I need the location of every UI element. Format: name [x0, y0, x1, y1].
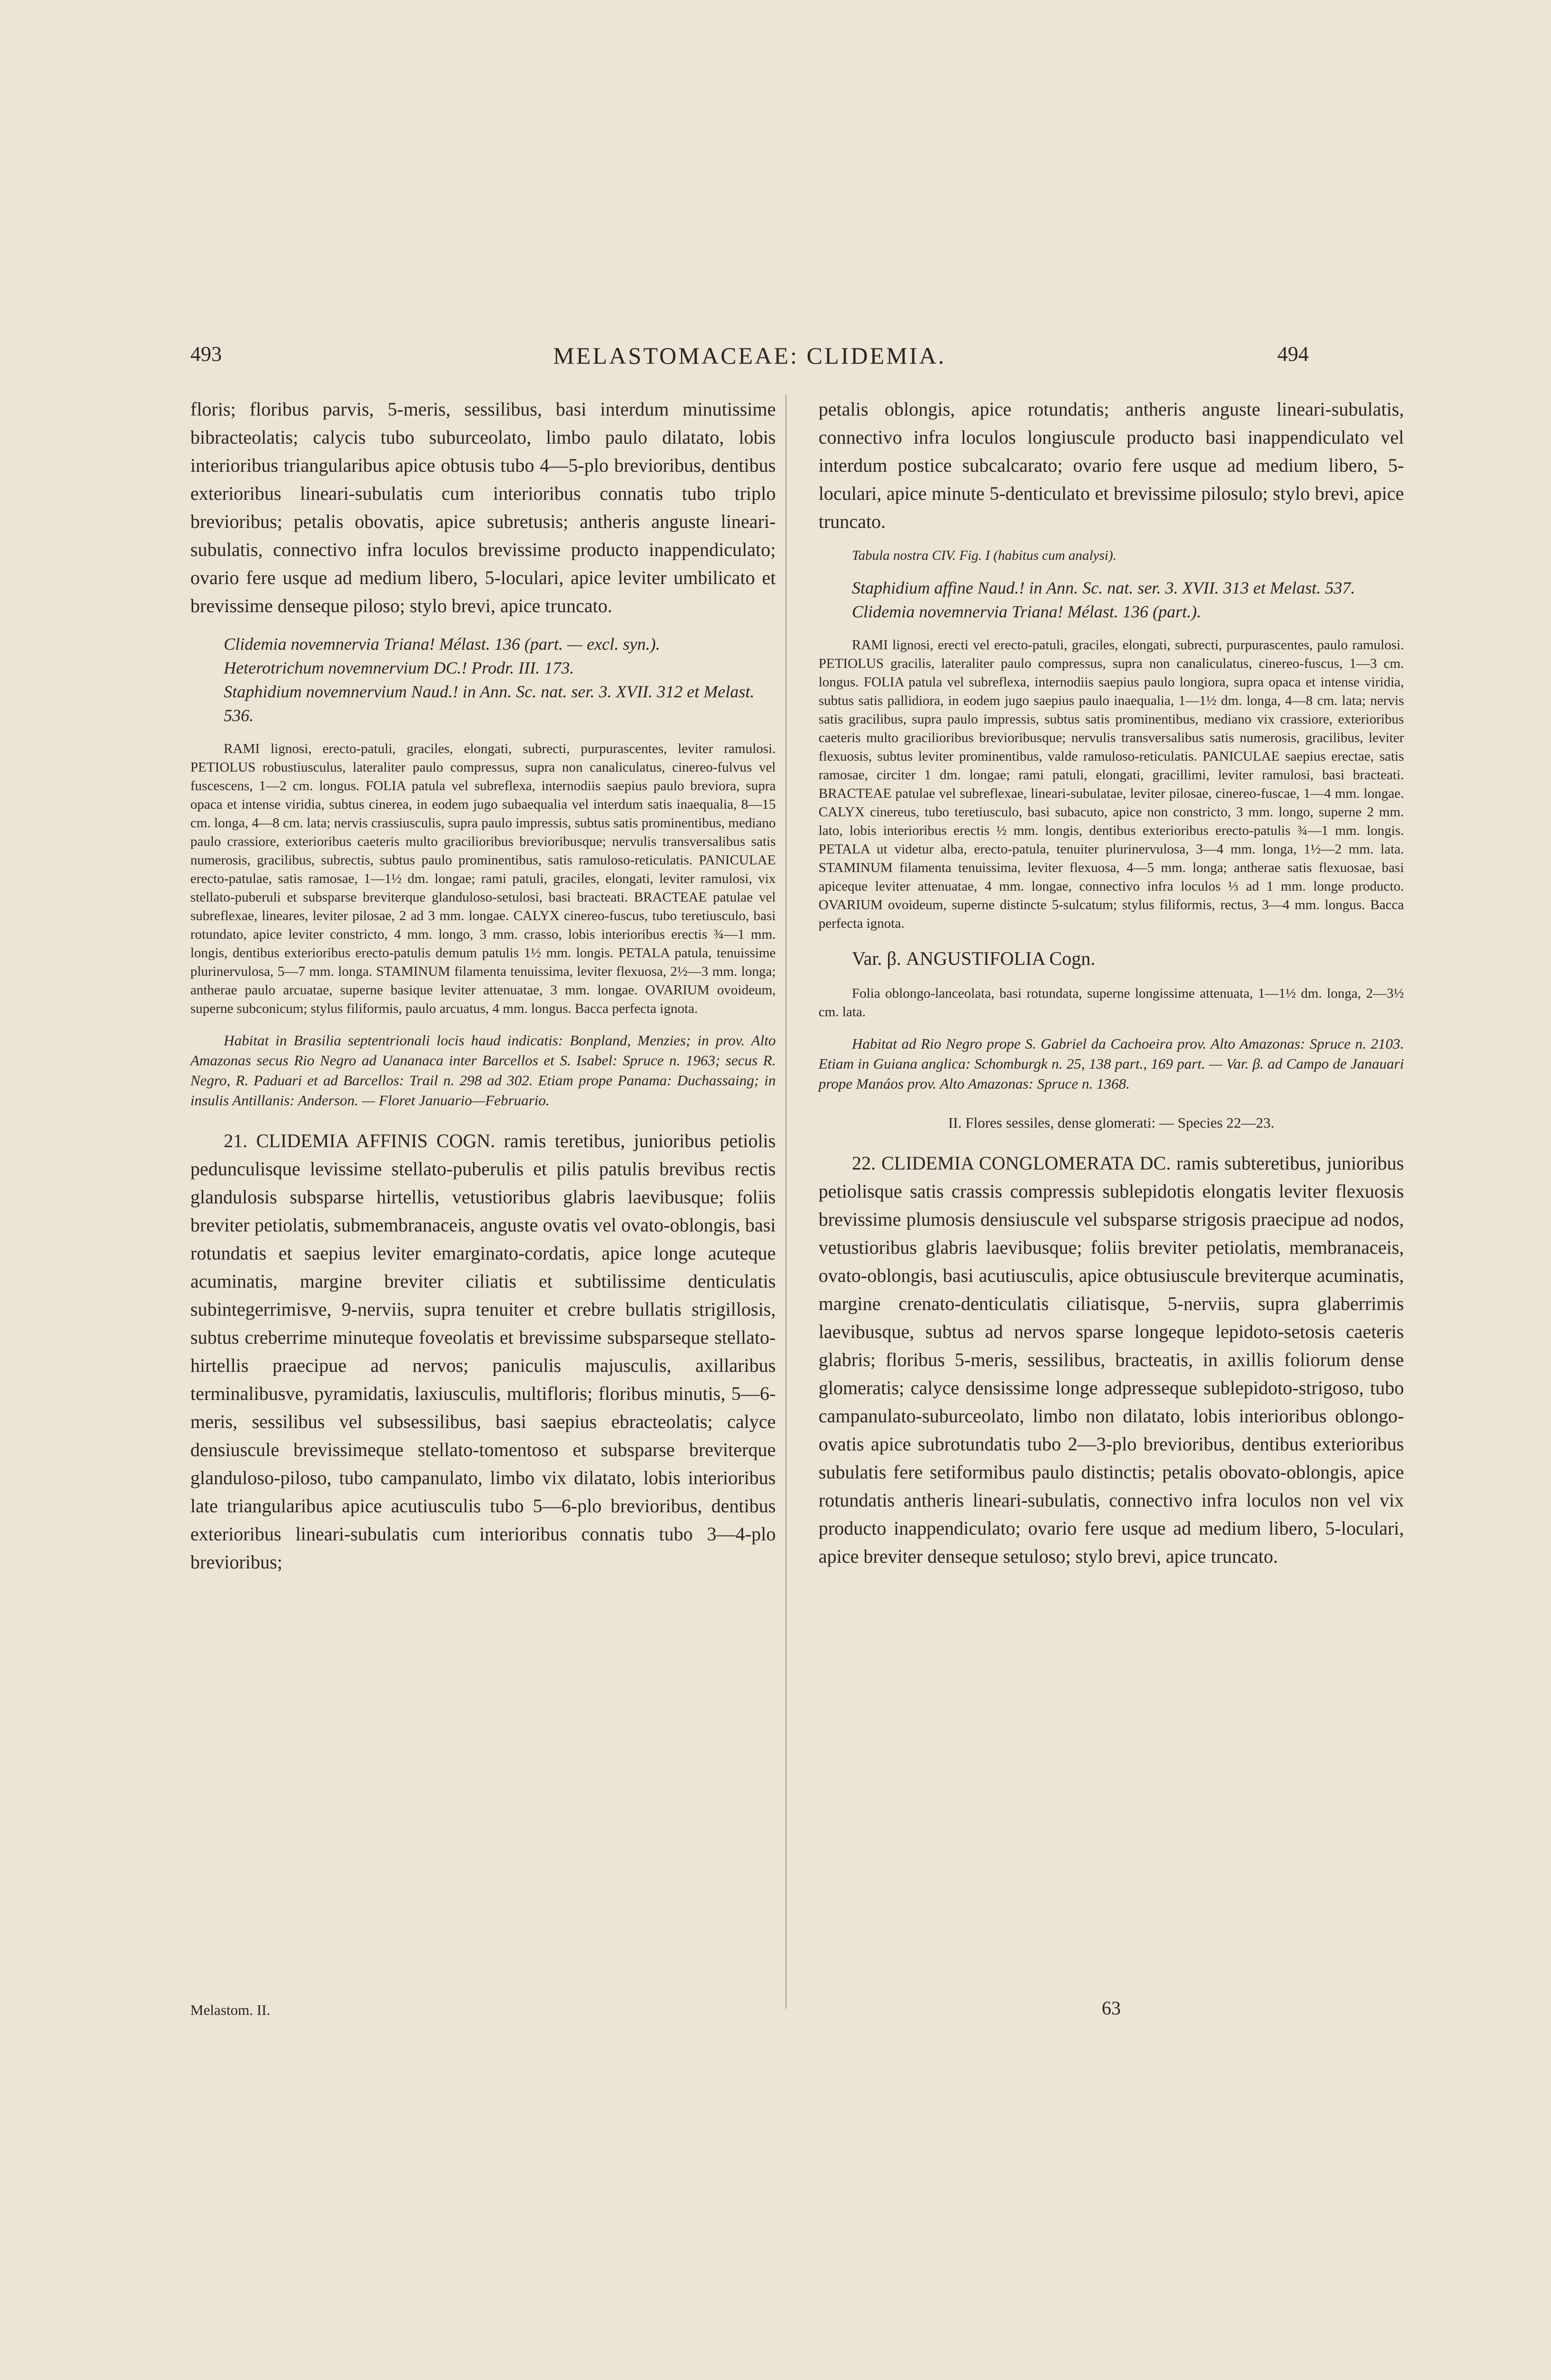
continued-description: floris; floribus parvis, 5-meris, sessilibus, basi interdum minutissime bibracteolatis; calycis tubo suburceolato, limbo paulo dilatato, lobis interioribus triangularibus apice obtusis tubo 4—5-plo brevioribus, dentibus exterioribus lineari-subulatis cum interioribus connatis tubo triplo brevioribus; petalis obovatis, apice subretusis; antheris anguste lineari-subulatis, connectivo infra loculos brevissime producto inappendiculato; ovario fere usque ad medium libero, 5-loculari, apice leviter umbilicato et brevissime denseque piloso; stylo brevi, apice truncato.: [190, 398, 776, 616]
habitat-note: Habitat ad Rio Negro prope S. Gabriel da Cachoeira prov. Alto Amazonas: Spruce n. 2103. Etiam in Guiana anglica: Schomburgk n. 25, 138 part., 169 part. — Var. β. ad Campo de Janauari prope Manáos prov. Alto Amazonas: Spruce n. 1368.: [819, 1035, 1404, 1092]
species-entry: 21. CLIDEMIA AFFINIS COGN. ramis teretibus, junioribus petiolis pedunculisque levissime stellato-puberulis et pilis patulis brevibus rectis glandulosis subsparse hirtellis, vetustioribus glabris laevibusque; foliis breviter petiolatis, submembranaceis, anguste ovatis vel ovato-oblongis, basi rotundatis et saepius leviter emarginato-cordatis, apice longe acuteque acuminatis, margine breviter ciliatis et subtilissime denticulatis subintegerrimisve, 9-nerviis, supra tenuiter et crebre bullatis strigillosis, subtus creberrime minuteque foveolatis et brevissime subsparseque stellato-hirtellis praecipue ad nervos; paniculis majusculis, axillaribus terminalibusve, pyramidatis, laxiusculis, multifloris; floribus minutis, 5—6-meris, sessilibus vel subsessilibus, basi saepius ebracteolatis; calyce densiuscule brevissimeque stellato-tomentoso et subsparse breviterque glanduloso-piloso, tubo campanulato, limbo vix dilatato, lobis interioribus late triangularibus apice acutiusculis tubo 5—6-plo brevioribus, dentibus exterioribus lineari-subulatis cum interioribus connatis tubo 3—4-plo brevioribus;: [190, 1130, 776, 1573]
page-number-right: 494: [1277, 342, 1309, 366]
habitat-note: Habitat in Brasilia septentrionali locis haud indicatis: Bonpland, Menzies; in prov. Alto Amazonas secus Rio Negro ad Uananaca inter Barcellos et S. Isabel: Spruce n. 1963; secus R. Negro, R. Paduari et ad Barcellos: Trail n. 298 ad 302. Etiam prope Panama: Duchassaing; in insulis Antillanis: Anderson. — Floret Januario—Februario.: [190, 1032, 776, 1109]
synonym: Heterotrichum novemnervium DC.! Prodr. III. 173.: [224, 658, 574, 677]
synonym: Clidemia novemnervia Triana! Mélast. 136 (part.).: [852, 602, 1201, 621]
running-title: MELASTOMACEAE: CLIDEMIA.: [553, 342, 946, 369]
detailed-description: RAMI lignosi, erecto-patuli, graciles, elongati, subrecti, purpurascentes, leviter ramulosi. PETIOLUS robustiusculus, lateraliter paulo compressus, supra non canaliculatus, cinereo-fulvus vel fuscescens, 1—2 cm. longus. FOLIA patula vel subreflexa, internodiis saepius paulo breviora, supra opaca et intense viridia, subtus cinerea, in eodem jugo subaequalia vel interdum satis inaequalia, 8—15 cm. longa, 4—8 cm. lata; nervis crassiusculis, supra paulo impressis, subtus satis prominentibus, mediano paulo crassiore, exterioribus caeteris multo gracilioribus brevioribusque; nervulis transversalibus satis numerosis, gracilibus, subrectis, subtus paulo prominentibus, satis ramuloso-reticulatis. PANICULAE erecto-patulae, satis ramosae, 1—1½ dm. longae; rami patuli, graciles, elongati, leviter ramulosi, vix stellato-puberuli et subsparse breviterque glanduloso-setulosi, basi bracteati. BRACTEAE patulae vel subreflexae, lineares, leviter pilosae, 2 ad 3 mm. longae. CALYX cinereo-fuscus, tubo teretiusculo, basi rotundato, apice leviter constricto, 4 mm. longo, 3 mm. crasso, lobis interioribus erectis ¾—1 mm. longis, dentibus exterioribus erecto-patulis demum patulis 1½ mm. longis. PETALA patula, tenuissime plurinervulosa, 5—7 mm. longa. STAMINUM filamenta tenuissima, leviter flexuosa, 2½—3 mm. longa; antherae paulo arcuatae, superne basique leviter attenuatae, 3 mm. longae. OVARIUM ovoideum, superne subconicum; stylus filiformis, paulo arcuatus, 4 mm. longus. Bacca perfecta ignota.: [190, 741, 776, 1016]
species-entry: 22. CLIDEMIA CONGLOMERATA DC. ramis subteretibus, junioribus petiolisque satis crassis compressis sublepidotis elongatis leviter flexuosis brevissime plumosis densiuscule vel subsparse strigosis praecipue ad nodos, vetustioribus glabris laevibusque; foliis breviter petiolatis, membranaceis, ovato-oblongis, basi acutiusculis, apice obtusiuscule breviterque acuminatis, margine crenato-denticulatis ciliatisque, 5-nerviis, supra glaberrimis laevibusque, subtus ad nervos sparse longeque lepidoto-setosis caeteris glabris; floribus 5-meris, sessilibus, bracteatis, in axillis foliorum dense glomeratis; calyce densissime longe adpresseque sublepidoto-strigoso, tubo campanulato-suburceolato, limbo non dilatato, lobis interioribus oblongo-ovatis apice subrotundatis tubo 2—3-plo brevioribus, dentibus exterioribus subulatis fere setiformibus paulo distinctis; petalis obovato-oblongis, apice rotundatis antheris lineari-subulatis, connectivo infra loculos non vel vix producto inappendiculato; ovario fere usque ad medium libero, 5-loculari, apice breviter denseque setuloso; stylo brevi, apice truncato.: [819, 1152, 1404, 1567]
page-header: [190, 342, 1309, 375]
variety-description: Folia oblongo-lanceolata, basi rotundata, superne longissime attenuata, 1—1½ dm. longa, 2—3½ cm. lata.: [819, 986, 1404, 1020]
left-column: [190, 395, 776, 1576]
right-column: [819, 395, 1404, 1570]
synonymy: [190, 632, 776, 727]
page-number-left: 493: [190, 342, 222, 366]
synonym: Clidemia novemnervia Triana! Mélast. 136 (part. — excl. syn.).: [224, 635, 660, 654]
plate-reference: Tabula nostra CIV. Fig. I (habitus cum analysi).: [852, 548, 1116, 563]
sheet-number: 63: [1102, 1997, 1121, 2019]
detailed-description: RAMI lignosi, erecti vel erecto-patuli, graciles, elongati, subrecti, purpurascentes, paulo ramulosi. PETIOLUS gracilis, lateraliter paulo compressus, supra non canaliculatus, cinereo-fuscus, 1—3 cm. longus. FOLIA patula vel subreflexa, internodiis saepius paulo longiora, supra opaca et intense viridia, subtus satis pallidiora, in eodem jugo saepius paulo inaequalia, 1—1½ dm. longa, 4—8 cm. lata; nervis satis gracilibus, supra paulo impressis, subtus satis prominentibus, mediano vix crassiore, exterioribus caeteris multo gracilioribus brevioribusque; nervulis transversalibus satis numerosis, gracilibus, leviter flexuosis, subtus leviter prominentibus, valde ramuloso-reticulatis. PANICULAE saepius erectae, satis ramosae, circiter 1 dm. longae; rami patuli, elongati, gracillimi, leviter ramulosi, basi bracteati. BRACTEAE patulae vel subreflexae, lineari-subulatae, leviter pilosae, cinereo-fuscae, 1—4 mm. longae. CALYX cinereus, tubo teretiusculo, basi subacuto, apice non constricto, 3 mm. longo, superne 2 mm. lato, lobis interioribus erectis ½ mm. longis, dentibus exterioribus erecto-patulis ¾—1 mm. longis. PETALA ut videtur alba, erecto-patula, tenuiter plurinervulosa, 3—4 mm. longa, 1½—2 mm. lata. STAMINUM filamenta tenuissima, leviter flexuosa, 4—5 mm. longa; antherae satis flexuosae, basi apiceque leviter attenuatae, 4 mm. longae, connectivo infra loculos ⅓ ad 1 mm. longe producto. OVARIUM ovoideum, superne distincte 5-sulcatum; stylus filiformis, rectus, 3—4 mm. longus. Bacca perfecta ignota.: [819, 637, 1404, 931]
signature-mark: Melastom. II.: [190, 2002, 270, 2018]
synonym: Staphidium affine Naud.! in Ann. Sc. nat. ser. 3. XVII. 313 et Melast. 537.: [852, 578, 1355, 597]
column-divider: [785, 395, 787, 2009]
synonymy: [819, 576, 1404, 624]
variety-heading: Var. β. ANGUSTIFOLIA Cogn.: [852, 948, 1096, 969]
synonym: Staphidium novemnervium Naud.! in Ann. Sc. nat. ser. 3. XVII. 312 et Melast. 536.: [224, 682, 755, 725]
continued-description: petalis oblongis, apice rotundatis; antheris anguste lineari-subulatis, connectivo infra loculos longiuscule producto basi inappendiculato vel interdum postice subcalcarato; ovario fere usque ad medium libero, 5-loculari, apice minute 5-denticulato et brevissime pilosulo; stylo brevi, apice truncato.: [819, 398, 1404, 532]
section-heading: II. Flores sessiles, dense glomerati: — Species 22—23.: [948, 1114, 1274, 1131]
